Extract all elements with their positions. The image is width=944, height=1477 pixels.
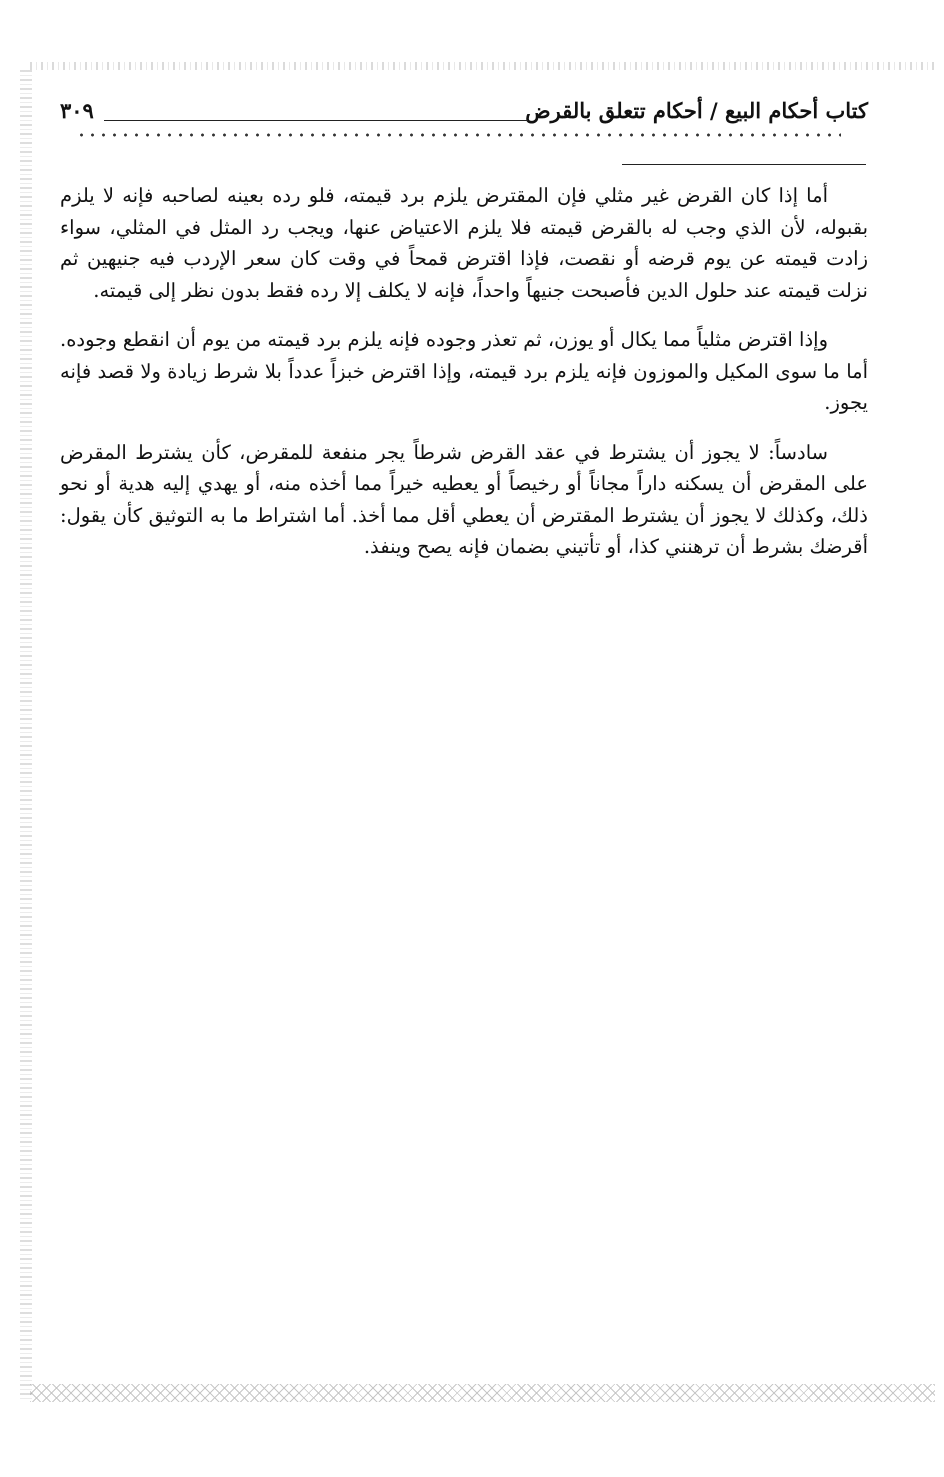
paragraph: وإذا اقترض مثلياً مما يكال أو يوزن، ثم تعذر وجوده فإنه يلزم برد قيمته من يوم أن انقطع وجوده. أما ما سوى المكيل والموزون فإنه يلزم برد قيمته، وإذا اقترض خبزاً عدداً بلا شرط زيادة ولا قصد فإنه يجوز. [60,328,868,414]
decorative-bottom-border [30,1384,935,1402]
decorative-left-border [20,70,32,1400]
page-number: ٣٠٩ [60,98,94,123]
body-text [60,180,868,581]
paragraph: أما إذا كان القرض غير مثلي فإن المقترض يلزم برد قيمته، فلو رده بعينه لصاحبه فإنه لا يلزم بقبوله، لأن الذي وجب له بالقرض قيمته فلا يلزم الاعتياض عنها، ويجب رد المثل في المثلي، سواء زادت قيمته عن يوم قرضه أو نقصت، فإذا اقترض قمحاً في وقت كان سعر الإردب فيه جنيهين ثم نزلت قيمته عند حلول الدين فأصبحت جنيهاً واحداً، فإنه لا يكلف إلا رده فقط بدون نظر إلى قيمته. [60,184,868,302]
scan-top-edge [30,62,935,70]
paragraph: سادساً: لا يجوز أن يشترط في عقد القرض شرطاً يجر منفعة للمقرض، كأن يشترط المقرض على المقرض أن يسكنه داراً مجاناً أو رخيصاً أو يعطيه خيراً مما أخذه منه، أو يهدي إليه هدية أو نحو ذلك، وكذلك لا يجوز أن يشترط المقترض أن يعطي أقل مما أخذ. أما اشتراط ما به التوثيق كأن يقول: أقرضك بشرط أن ترهنني كذا، أو تأتيني بضمان فإنه يصح وينفذ. [60,440,868,558]
running-header [60,94,868,134]
header-title: كتاب أحكام البيع / أحكام تتعلق بالقرض [525,98,868,123]
dotted-separator [76,132,841,138]
section-rule [622,164,866,165]
header-rule [104,120,528,121]
